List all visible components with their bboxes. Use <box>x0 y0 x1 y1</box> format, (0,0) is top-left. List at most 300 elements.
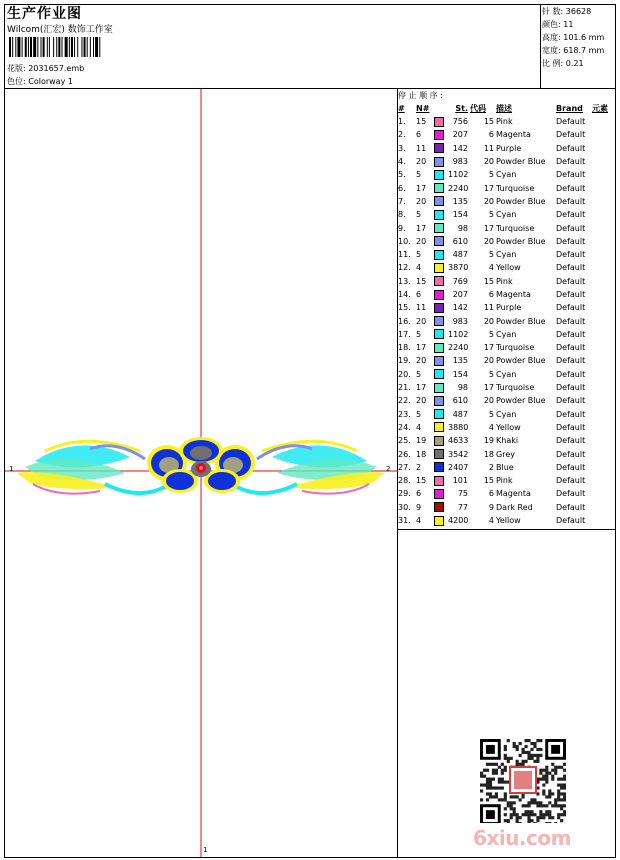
row-description: Powder Blue <box>496 396 546 406</box>
row-description: Cyan <box>496 329 517 339</box>
row-code: 5 <box>488 329 494 339</box>
row-element <box>592 314 616 327</box>
row-element <box>592 501 616 514</box>
row-stitches: 4200 <box>448 516 469 526</box>
row-element <box>592 208 616 221</box>
row-code: 4 <box>488 516 494 526</box>
table-row <box>398 368 616 381</box>
row-index: 17. <box>398 329 411 339</box>
row-description: Pink <box>496 276 513 286</box>
color-swatch <box>434 183 444 193</box>
row-color-swatch <box>432 461 448 474</box>
row-needle: 20 <box>416 396 427 406</box>
col-description: 描述 <box>496 104 512 113</box>
row-needle: 6 <box>416 290 422 299</box>
row-stitches: 3542 <box>448 449 469 459</box>
row-index: 27. <box>398 462 411 472</box>
table-row <box>398 221 616 234</box>
row-description: Blue <box>496 462 514 472</box>
row-stitches: 77 <box>457 502 468 512</box>
row-index: 22. <box>398 396 411 406</box>
colorway-label: 色位: Colorway 1 <box>7 77 73 86</box>
row-stitches: 983 <box>452 157 468 167</box>
row-needle: 5 <box>416 409 422 419</box>
row-description: Magenta <box>496 130 531 140</box>
row-code: 11 <box>483 303 494 313</box>
color-swatch <box>434 130 444 140</box>
table-row <box>398 314 616 327</box>
row-code: 4 <box>488 263 494 273</box>
row-description: Pink <box>496 117 513 127</box>
row-brand: Default <box>556 329 586 339</box>
row-color-swatch <box>432 142 448 155</box>
row-code: 2 <box>488 462 494 472</box>
qr-code <box>480 739 566 823</box>
row-code: 20 <box>483 196 494 206</box>
row-code: 20 <box>483 157 494 167</box>
row-element <box>592 341 616 354</box>
row-brand: Default <box>556 422 586 432</box>
row-color-swatch <box>432 501 448 514</box>
row-element <box>592 487 616 500</box>
row-needle: 5 <box>416 329 422 339</box>
color-swatch <box>434 383 444 393</box>
row-description: Turquoise <box>496 183 535 193</box>
design-scale: 比 例: 0.21 <box>542 59 584 68</box>
row-brand: Default <box>556 196 586 206</box>
row-element <box>592 155 616 168</box>
table-row <box>398 408 616 421</box>
color-swatch <box>434 356 444 366</box>
row-stitches: 610 <box>452 396 468 406</box>
row-brand: Default <box>556 263 586 273</box>
row-index: 23. <box>398 409 411 419</box>
row-index: 7. <box>398 196 406 206</box>
stats-divider <box>540 4 541 88</box>
row-needle: 4 <box>416 263 422 273</box>
row-description: Magenta <box>496 290 531 299</box>
col-brand: Brand <box>556 104 583 113</box>
row-needle: 5 <box>416 250 422 260</box>
row-description: Magenta <box>496 489 531 499</box>
row-color-swatch <box>432 434 448 447</box>
row-element <box>592 328 616 341</box>
design-canvas <box>5 89 398 857</box>
color-swatch <box>434 436 444 446</box>
table-header-row <box>398 102 616 115</box>
color-swatch <box>434 449 444 459</box>
row-needle: 11 <box>416 303 427 313</box>
color-swatch <box>434 143 444 153</box>
row-index: 12. <box>398 263 411 273</box>
row-brand: Default <box>556 183 586 193</box>
row-element <box>592 235 616 248</box>
row-code: 20 <box>483 356 494 366</box>
row-stitches: 135 <box>452 356 468 366</box>
row-needle: 20 <box>416 356 427 366</box>
row-stitches: 2240 <box>448 183 469 193</box>
row-element <box>592 514 616 527</box>
row-index: 19. <box>398 356 411 366</box>
row-stitches: 98 <box>457 383 468 393</box>
row-color-swatch <box>432 275 448 288</box>
row-color-swatch <box>432 221 448 234</box>
row-description: Pink <box>496 476 513 486</box>
row-stitches: 3870 <box>448 263 469 273</box>
row-index: 11. <box>398 250 411 260</box>
row-index: 20. <box>398 369 411 379</box>
color-swatch <box>434 422 444 432</box>
design-height: 高度: 101.6 mm <box>542 33 605 42</box>
row-element <box>592 168 616 181</box>
row-needle: 17 <box>416 183 427 193</box>
row-brand: Default <box>556 476 586 486</box>
stats-panel <box>542 5 604 70</box>
col-index: # <box>398 104 405 113</box>
row-needle: 15 <box>416 117 427 127</box>
col-swatch <box>432 102 448 115</box>
table-row <box>398 341 616 354</box>
barcode <box>9 37 141 57</box>
table-row <box>398 261 616 274</box>
row-element <box>592 447 616 460</box>
table-row <box>398 288 616 301</box>
row-description: Purple <box>496 303 522 313</box>
row-needle: 17 <box>416 343 427 353</box>
row-code: 15 <box>483 476 494 486</box>
row-needle: 15 <box>416 476 427 486</box>
row-brand: Default <box>556 210 586 220</box>
row-brand: Default <box>556 356 586 366</box>
row-brand: Default <box>556 502 586 512</box>
row-color-swatch <box>432 381 448 394</box>
row-needle: 20 <box>416 157 427 167</box>
row-stitches: 101 <box>452 476 468 486</box>
row-needle: 2 <box>416 462 422 472</box>
row-description: Powder Blue <box>496 356 546 366</box>
row-code: 6 <box>488 489 494 499</box>
row-description: Cyan <box>496 409 517 419</box>
table-row <box>398 394 616 407</box>
table-row <box>398 487 616 500</box>
row-needle: 17 <box>416 383 427 393</box>
row-element <box>592 288 616 301</box>
row-brand: Default <box>556 436 586 446</box>
row-color-swatch <box>432 288 448 301</box>
color-swatch <box>434 263 444 273</box>
row-stitches: 983 <box>452 316 468 326</box>
row-stitches: 2240 <box>448 343 469 353</box>
row-color-swatch <box>432 168 448 181</box>
color-swatch <box>434 409 444 419</box>
row-index: 2. <box>398 130 406 140</box>
table-row <box>398 128 616 141</box>
row-description: Yellow <box>496 263 521 273</box>
row-element <box>592 275 616 288</box>
row-index: 9. <box>398 223 406 233</box>
row-color-swatch <box>432 235 448 248</box>
col-needle: N# <box>416 104 430 113</box>
row-description: Cyan <box>496 170 517 180</box>
row-code: 6 <box>488 290 494 299</box>
row-element <box>592 461 616 474</box>
table-row <box>398 421 616 434</box>
table-row <box>398 195 616 208</box>
row-index: 5. <box>398 170 406 180</box>
table-row <box>398 235 616 248</box>
row-stitches: 154 <box>452 369 468 379</box>
row-brand: Default <box>556 369 586 379</box>
row-index: 6. <box>398 183 406 193</box>
row-brand: Default <box>556 383 586 393</box>
color-swatch <box>434 223 444 233</box>
row-brand: Default <box>556 236 586 246</box>
row-element <box>592 421 616 434</box>
row-color-swatch <box>432 394 448 407</box>
color-swatch <box>434 476 444 486</box>
row-needle: 11 <box>416 143 427 153</box>
row-needle: 5 <box>416 369 422 379</box>
row-brand: Default <box>556 489 586 499</box>
row-needle: 20 <box>416 236 427 246</box>
bottom-marker: 1 <box>203 846 208 854</box>
row-needle: 4 <box>416 516 422 526</box>
stop-sequence-header: 停 止 顺 序 : <box>398 91 443 100</box>
row-index: 31. <box>398 516 411 526</box>
row-element <box>592 261 616 274</box>
row-code: 19 <box>483 436 494 446</box>
row-color-swatch <box>432 328 448 341</box>
watermark-logo: 6xiu.com <box>473 826 571 850</box>
row-description: Powder Blue <box>496 236 546 246</box>
row-code: 11 <box>483 143 494 153</box>
row-element <box>592 142 616 155</box>
color-swatch <box>434 303 444 313</box>
color-swatch <box>434 117 444 127</box>
row-description: Purple <box>496 143 522 153</box>
row-stitches: 3880 <box>448 422 469 432</box>
row-element <box>592 408 616 421</box>
table-row <box>398 354 616 367</box>
row-color-swatch <box>432 421 448 434</box>
row-color-swatch <box>432 447 448 460</box>
row-index: 18. <box>398 343 411 353</box>
row-stitches: 4633 <box>448 436 469 446</box>
company-name: Wilcom(汇宏) 数饰工作室 <box>7 25 113 35</box>
row-color-swatch <box>432 195 448 208</box>
row-color-swatch <box>432 301 448 314</box>
table-row <box>398 142 616 155</box>
row-brand: Default <box>556 303 586 313</box>
row-color-swatch <box>432 261 448 274</box>
table-row <box>398 208 616 221</box>
row-description: Grey <box>496 449 515 459</box>
color-swatch <box>434 250 444 260</box>
row-index: 13. <box>398 276 411 286</box>
row-code: 5 <box>488 409 494 419</box>
table-row <box>398 501 616 514</box>
table-row <box>398 181 616 194</box>
color-count: 颜色: 11 <box>542 20 574 29</box>
row-description: Cyan <box>496 250 517 260</box>
color-swatch <box>434 516 444 526</box>
row-code: 17 <box>483 343 494 353</box>
row-brand: Default <box>556 396 586 406</box>
color-swatch <box>434 343 444 353</box>
row-index: 4. <box>398 157 406 167</box>
row-code: 5 <box>488 170 494 180</box>
row-needle: 18 <box>416 449 427 459</box>
row-code: 15 <box>483 276 494 286</box>
row-element <box>592 434 616 447</box>
row-element <box>592 301 616 314</box>
row-index: 3. <box>398 143 406 153</box>
row-stitches: 142 <box>452 303 468 313</box>
row-stitches: 1102 <box>448 329 469 339</box>
row-index: 10. <box>398 236 411 246</box>
row-color-swatch <box>432 181 448 194</box>
color-swatch <box>434 196 444 206</box>
row-brand: Default <box>556 157 586 167</box>
row-stitches: 135 <box>452 196 468 206</box>
row-color-swatch <box>432 514 448 527</box>
row-code: 20 <box>483 396 494 406</box>
color-swatch <box>434 170 444 180</box>
row-element <box>592 248 616 261</box>
row-color-swatch <box>432 487 448 500</box>
row-needle: 19 <box>416 436 427 446</box>
table-row <box>398 248 616 261</box>
row-description: Powder Blue <box>496 316 546 326</box>
row-stitches: 1102 <box>448 170 469 180</box>
design-file-name: 花版: 2031657.emb <box>7 64 85 73</box>
row-stitches: 142 <box>452 143 468 153</box>
row-stitches: 207 <box>452 130 468 140</box>
color-swatch <box>434 316 444 326</box>
row-stitches: 769 <box>452 276 468 286</box>
row-description: Turquoise <box>496 383 535 393</box>
row-index: 28. <box>398 476 411 486</box>
row-needle: 9 <box>416 502 422 512</box>
row-brand: Default <box>556 316 586 326</box>
row-needle: 17 <box>416 223 427 233</box>
table-bottom-divider <box>397 529 616 530</box>
table-row <box>398 328 616 341</box>
row-element <box>592 128 616 141</box>
color-swatch <box>434 489 444 499</box>
row-brand: Default <box>556 130 586 140</box>
stop-sequence-table <box>398 102 616 527</box>
row-brand: Default <box>556 343 586 353</box>
row-description: Cyan <box>496 369 517 379</box>
color-swatch <box>434 369 444 379</box>
row-code: 20 <box>483 316 494 326</box>
row-needle: 6 <box>416 489 422 499</box>
row-description: Turquoise <box>496 223 535 233</box>
row-color-swatch <box>432 314 448 327</box>
row-brand: Default <box>556 170 586 180</box>
row-index: 25. <box>398 436 411 446</box>
row-description: Dark Red <box>496 502 533 512</box>
row-code: 17 <box>483 383 494 393</box>
row-code: 4 <box>488 422 494 432</box>
table-row <box>398 381 616 394</box>
color-swatch <box>434 236 444 246</box>
color-swatch <box>434 462 444 472</box>
col-element: 元素 <box>592 104 608 113</box>
row-element <box>592 354 616 367</box>
row-index: 1. <box>398 117 406 127</box>
row-code: 6 <box>488 130 494 140</box>
row-stitches: 610 <box>452 236 468 246</box>
stitch-count: 针 数: 36628 <box>542 7 592 16</box>
color-swatch <box>434 396 444 406</box>
row-code: 17 <box>483 223 494 233</box>
color-swatch <box>434 329 444 339</box>
row-code: 5 <box>488 210 494 220</box>
row-code: 20 <box>483 236 494 246</box>
col-code: 代码 <box>470 104 486 113</box>
row-description: Cyan <box>496 210 517 220</box>
row-description: Khaki <box>496 436 519 446</box>
row-color-swatch <box>432 474 448 487</box>
row-element <box>592 381 616 394</box>
col-stitches: St. <box>455 104 468 113</box>
row-stitches: 487 <box>452 250 468 260</box>
row-brand: Default <box>556 290 586 299</box>
table-row <box>398 447 616 460</box>
row-stitches: 98 <box>457 223 468 233</box>
row-code: 15 <box>483 117 494 127</box>
row-color-swatch <box>432 155 448 168</box>
table-row <box>398 115 616 128</box>
color-swatch <box>434 290 444 300</box>
color-swatch <box>434 157 444 167</box>
row-needle: 20 <box>416 196 427 206</box>
row-code: 18 <box>483 449 494 459</box>
row-index: 26. <box>398 449 411 459</box>
table-row <box>398 461 616 474</box>
row-color-swatch <box>432 208 448 221</box>
row-element <box>592 195 616 208</box>
table-row <box>398 301 616 314</box>
row-code: 5 <box>488 250 494 260</box>
row-brand: Default <box>556 250 586 260</box>
row-color-swatch <box>432 354 448 367</box>
row-stitches: 207 <box>452 290 468 299</box>
row-needle: 5 <box>416 210 422 220</box>
row-stitches: 75 <box>457 489 468 499</box>
row-brand: Default <box>556 462 586 472</box>
table-row <box>398 155 616 168</box>
table-row <box>398 434 616 447</box>
row-element <box>592 181 616 194</box>
row-brand: Default <box>556 117 586 127</box>
row-brand: Default <box>556 516 586 526</box>
row-needle: 4 <box>416 422 422 432</box>
row-element <box>592 474 616 487</box>
color-swatch <box>434 210 444 220</box>
row-code: 17 <box>483 183 494 193</box>
row-stitches: 487 <box>452 409 468 419</box>
row-index: 16. <box>398 316 411 326</box>
row-description: Yellow <box>496 516 521 526</box>
row-element <box>592 115 616 128</box>
row-stitches: 756 <box>452 117 468 127</box>
table-row <box>398 275 616 288</box>
color-swatch <box>434 276 444 286</box>
row-brand: Default <box>556 409 586 419</box>
